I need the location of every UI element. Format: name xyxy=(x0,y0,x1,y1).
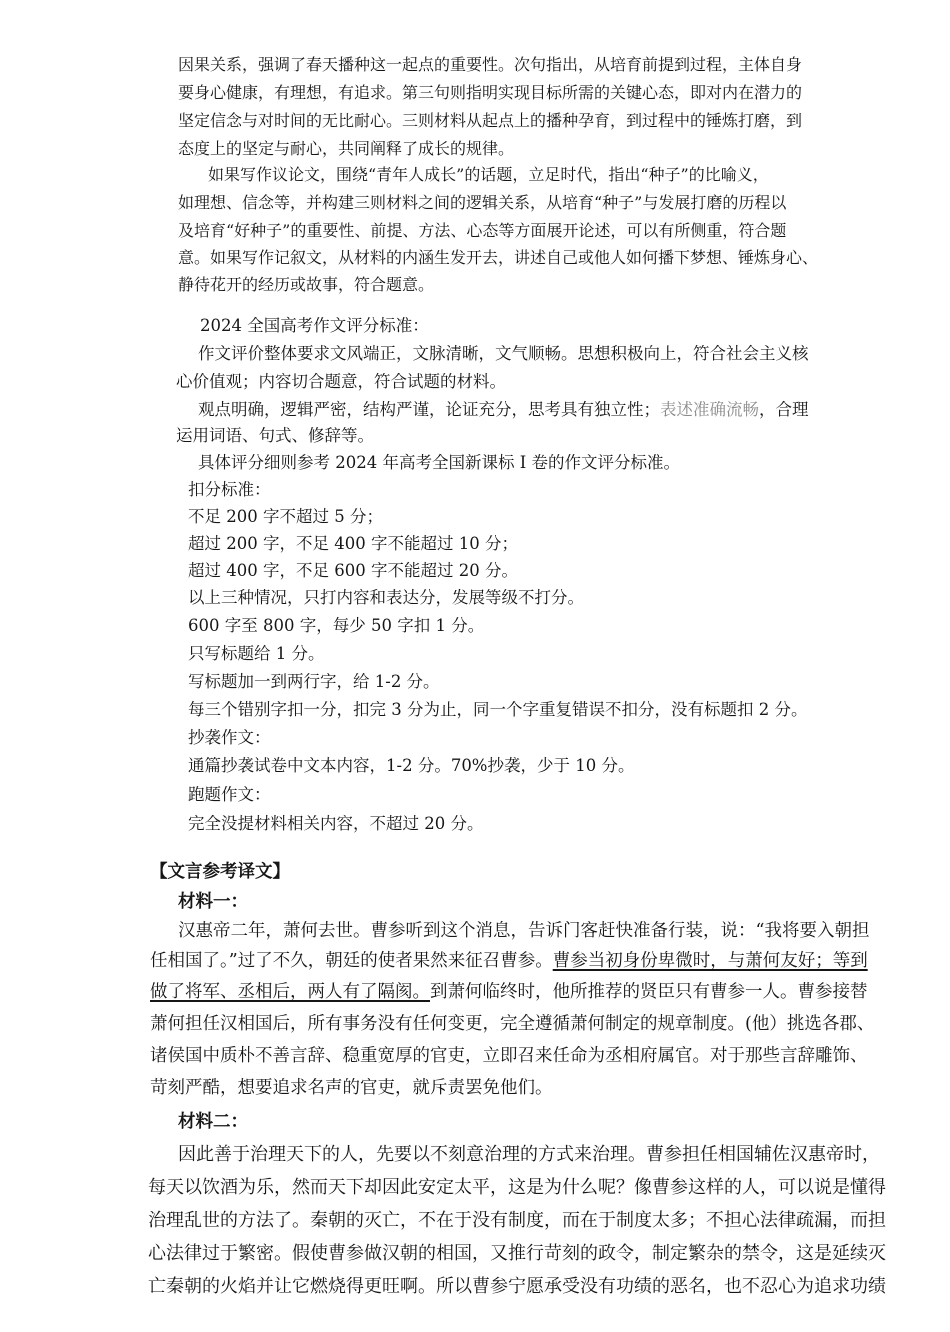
text-segment: 任相国了。”过了不久，朝廷的使者果然来征召曹参。 xyxy=(150,951,553,971)
text-line: 萧何担任汉相国后，所有事务没有任何变更，完全遵循萧何制定的规章制度。(他）挑选各郡、 xyxy=(150,1014,875,1034)
text-line: 作文评价整体要求文风端正，文脉清晰，文气顺畅。思想积极向上，符合社会主义核 xyxy=(198,344,809,363)
text-line: 每天以饮酒为乐，然而天下却因此安定太平，这是为什么呢？像曹参这样的人，可以说是懂得 xyxy=(148,1177,886,1198)
deduction-item: 通篇抄袭试卷中文本内容，1-2 分。70%抄袭，少于 10 分。 xyxy=(188,756,635,775)
text-line: 亡秦朝的火焰并让它燃烧得更旺啊。所以曹参宁愿承受没有功绩的恶名，也不忍心为追求功绩 xyxy=(148,1276,886,1297)
text-segment: 观点明确，逻辑严密，结构严谨，论证充分，思考具有独立性； xyxy=(198,400,660,419)
text-line xyxy=(198,396,809,420)
text-line: 态度上的坚定与耐心，共同阐释了成长的规律。 xyxy=(178,139,515,158)
deduction-item: 每三个错别字扣一分，扣完 3 分为止，同一个字重复错误不扣分，没有标题扣 2 分。 xyxy=(188,700,808,719)
text-line: 如果写作议论文，围绕“青年人成长”的话题，立足时代，指出“种子”的比喻义， xyxy=(208,165,769,184)
text-line: 诸侯国中质朴不善言辞、稳重宽厚的官吏，立即召来任命为丞相府属官。对于那些言辞雕饰、 xyxy=(150,1046,868,1066)
deduction-item: 写标题加一到两行字，给 1-2 分。 xyxy=(188,672,440,691)
deduction-subtitle: 抄袭作文： xyxy=(188,728,271,747)
text-line: 具体评分细则参考 2024 年高考全国新课标 Ⅰ 卷的作文评分标准。 xyxy=(198,453,680,472)
deduction-item: 超过 400 字，不足 600 字不能超过 20 分。 xyxy=(188,561,518,580)
text-line xyxy=(150,947,868,972)
deduction-subtitle: 跑题作文： xyxy=(188,785,271,804)
deduction-title: 扣分标准： xyxy=(188,480,271,499)
underlined-text-segment: 做了将军、丞相后，两人有了隔阂。 xyxy=(150,982,430,1002)
text-line: 运用词语、句式、修辞等。 xyxy=(176,426,374,445)
text-line: 心价值观；内容切合题意，符合试题的材料。 xyxy=(176,372,506,391)
text-line: 因此善于治理天下的人，先要以不刻意治理的方式来治理。曹参担任相国辅佐汉惠帝时， xyxy=(178,1144,880,1165)
deduction-item: 不足 200 字不超过 5 分； xyxy=(188,507,383,526)
text-line: 及培育“好种子”的重要性、前提、方法、心态等方面展开论述，可以有所侧重，符合题 xyxy=(178,221,787,240)
text-line: 静待花开的经历或故事，符合题意。 xyxy=(178,275,435,294)
underlined-text-segment: 曹参当初身份卑微时，与萧何友好；等到 xyxy=(552,951,868,971)
deduction-item: 完全没提材料相关内容，不超过 20 分。 xyxy=(188,814,484,833)
text-segment: 到萧何临终时，他所推荐的贤臣只有曹参一人。曹参接替 xyxy=(430,982,868,1002)
material-label: 材料一： xyxy=(178,892,248,912)
text-line: 苛刻严酷，想要追求名声的官吏，就斥责罢免他们。 xyxy=(150,1078,553,1098)
text-line: 要身心健康，有理想，有追求。第三句则指明实现目标所需的关键心态，即对内在潜力的 xyxy=(178,83,803,102)
section-heading: 【文言参考译文】 xyxy=(150,862,290,882)
section-title: 2024 全国高考作文评分标准： xyxy=(200,316,429,335)
text-line: 心法律过于繁密。假使曹参做汉朝的相国，又推行苛刻的政令，制定繁杂的禁令，这是延续灭 xyxy=(148,1243,886,1264)
faded-text-segment: 表述准确流畅 xyxy=(660,400,759,419)
deduction-item: 只写标题给 1 分。 xyxy=(188,644,325,663)
text-line: 汉惠帝二年，萧何去世。曹参听到这个消息，告诉门客赶快准备行装，说：“我将要入朝担 xyxy=(178,921,870,941)
text-line: 如理想、信念等，并构建三则材料之间的逻辑关系，从培育“种子”与发展打磨的历程以 xyxy=(178,193,787,212)
deduction-item: 以上三种情况，只打内容和表达分，发展等级不打分。 xyxy=(188,588,584,607)
text-line: 因果关系，强调了春天播种这一起点的重要性。次句指出，从培育前提到过程，主体自身 xyxy=(178,55,803,74)
text-line: 治理乱世的方法了。秦朝的灭亡，不在于没有制度，而在于制度太多；不担心法律疏漏，而担 xyxy=(148,1210,886,1231)
text-line: 坚定信念与对时间的无比耐心。三则材料从起点上的播种孕育，到过程中的锤炼打磨，到 xyxy=(178,111,803,130)
text-line xyxy=(150,978,868,1003)
deduction-item: 600 字至 800 字，每少 50 字扣 1 分。 xyxy=(188,616,485,635)
material-label: 材料二： xyxy=(178,1112,248,1132)
deduction-item: 超过 200 字，不足 400 字不能超过 10 分； xyxy=(188,534,518,553)
text-segment: ，合理 xyxy=(759,400,809,419)
text-line: 意。如果写作记叙文，从材料的内涵生发开去，讲述自己或他人如何播下梦想、锤炼身心、 xyxy=(178,248,819,267)
